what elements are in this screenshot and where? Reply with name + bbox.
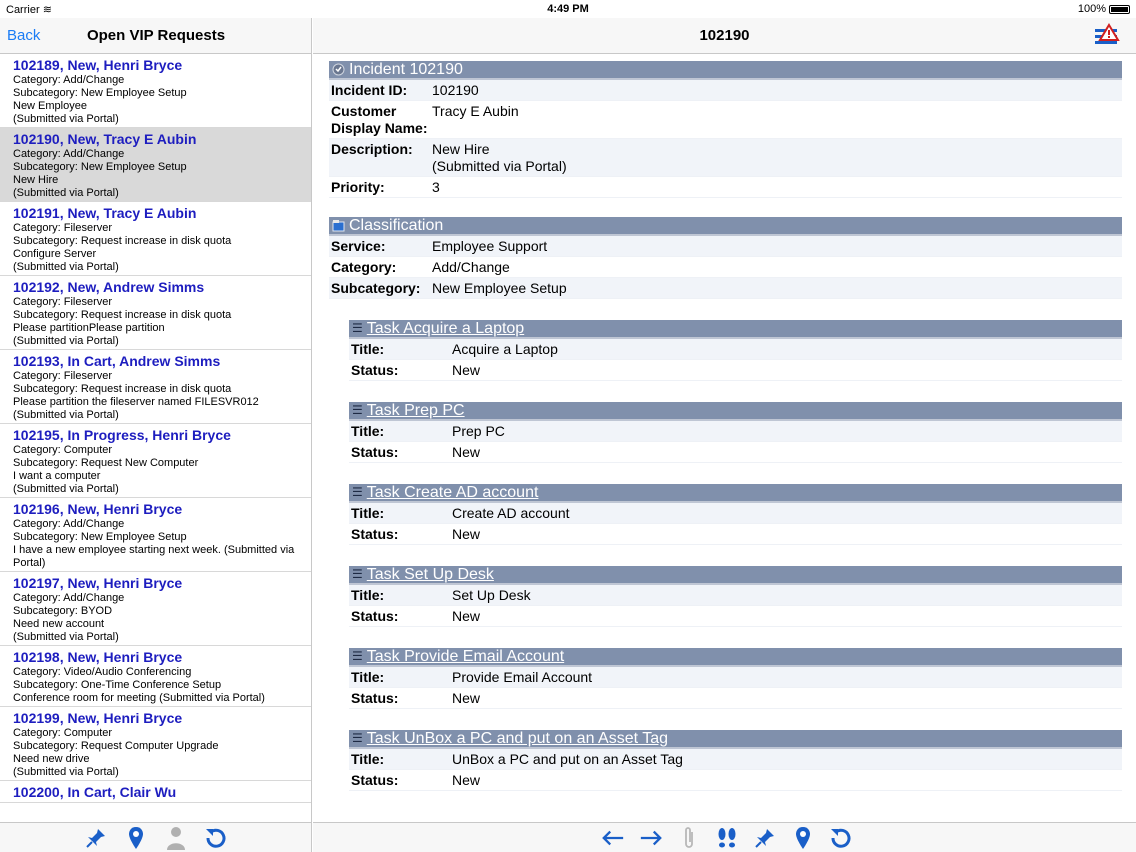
field-label: Title: — [351, 341, 385, 357]
list-item-line: Subcategory: New Employee Setup — [13, 161, 187, 173]
detail-pane — [313, 18, 1136, 852]
field-label: Status: — [351, 526, 399, 542]
master-toolbar — [0, 822, 311, 852]
list-item[interactable] — [0, 646, 311, 707]
field-value: Set Up Desk — [452, 587, 531, 603]
incident-detail[interactable] — [313, 54, 1136, 822]
field-value: New — [452, 526, 481, 542]
list-item[interactable] — [0, 781, 311, 803]
list-item-heading: 102200, In Cart, Clair Wu — [13, 784, 177, 800]
field-row — [349, 339, 1122, 360]
field-label: Status: — [351, 362, 399, 378]
task-fields — [349, 667, 1122, 709]
task-header-label[interactable]: Task Create AD account — [366, 484, 539, 501]
field-label: Title: — [351, 587, 385, 603]
field-label: Status: — [351, 690, 399, 706]
field-value: 102190 — [432, 82, 479, 98]
field-label: Status: — [351, 608, 399, 624]
task-fields — [349, 421, 1122, 463]
incident-icon — [331, 63, 345, 77]
list-item[interactable] — [0, 350, 311, 424]
field-value: 3 — [432, 179, 440, 195]
field-value: UnBox a PC and put on an Asset Tag — [452, 751, 683, 767]
field-label: Category: — [331, 259, 397, 275]
field-label: Description: — [331, 141, 413, 157]
battery-percent: 100% — [1077, 3, 1106, 15]
task-header-label[interactable]: Task Set Up Desk — [366, 566, 494, 583]
list-item-line: (Submitted via Portal) — [13, 409, 119, 421]
list-item-line: Subcategory: One-Time Conference Setup — [13, 679, 222, 691]
incident-fields — [329, 80, 1122, 198]
field-row — [349, 688, 1122, 709]
list-item[interactable] — [0, 424, 311, 498]
list-item-line: I want a computer — [13, 470, 101, 482]
field-row — [329, 236, 1122, 257]
list-item-line: (Submitted via Portal) — [13, 483, 119, 495]
list-item-line: (Submitted via Portal) — [13, 766, 119, 778]
field-label: Incident ID: — [331, 82, 408, 98]
list-item-line: (Submitted via Portal) — [13, 113, 119, 125]
task-header-label[interactable]: Task UnBox a PC and put on an Asset Tag — [366, 730, 668, 747]
field-label: Title: — [351, 751, 385, 767]
classification-section-title: Classification — [349, 217, 444, 234]
list-item-heading: 102189, New, Henri Bryce — [13, 57, 183, 73]
field-row — [349, 749, 1122, 770]
paperclip-icon — [677, 826, 701, 850]
task-header-link[interactable] — [349, 402, 1122, 421]
list-item-line: Subcategory: Request increase in disk quota — [13, 383, 232, 395]
field-label: Customer Display Name: — [331, 103, 428, 136]
list-item[interactable] — [0, 54, 311, 128]
list-item-heading: 102196, New, Henri Bryce — [13, 501, 183, 517]
list-item-line: Please partition the fileserver named FILESVR012 — [13, 396, 259, 408]
field-value: Create AD account — [452, 505, 570, 521]
carrier-label: Carrier ≋ — [6, 4, 52, 16]
field-row — [349, 585, 1122, 606]
field-value: Add/Change — [432, 259, 510, 275]
classification-fields — [329, 236, 1122, 299]
task-header-link[interactable] — [349, 648, 1122, 667]
list-item-line: Category: Fileserver — [13, 296, 113, 308]
list-item-line: (Submitted via Portal) — [13, 631, 119, 643]
task-list-icon: ☰ — [352, 567, 363, 581]
master-title: Open VIP Requests — [86, 27, 226, 44]
battery-icon — [1109, 5, 1130, 14]
field-row — [349, 524, 1122, 545]
incident-section-title: Incident 102190 — [349, 61, 463, 78]
list-item-line: Category: Add/Change — [13, 148, 125, 160]
task-list-icon: ☰ — [352, 649, 363, 663]
list-item-line: Need new drive — [13, 753, 90, 765]
task-fields — [349, 339, 1122, 381]
list-item-line: Need new account — [13, 618, 105, 630]
pin-icon[interactable] — [84, 826, 108, 850]
task-fields — [349, 503, 1122, 545]
field-value: New — [452, 362, 481, 378]
list-item-line: Category: Add/Change — [13, 74, 125, 86]
list-item-line: Subcategory: Request increase in disk quota — [13, 309, 232, 321]
task-list-icon: ☰ — [352, 485, 363, 499]
list-item-heading: 102198, New, Henri Bryce — [13, 649, 183, 665]
list-item-line: (Submitted via Portal) — [13, 261, 119, 273]
field-value: Acquire a Laptop — [452, 341, 558, 357]
list-item[interactable] — [0, 276, 311, 350]
battery-indicator — [1078, 3, 1130, 15]
list-item-line: Configure Server — [13, 248, 97, 260]
field-label: Service: — [331, 238, 386, 254]
list-item-heading: 102191, New, Tracy E Aubin — [13, 205, 197, 221]
detail-title: 102190 — [699, 27, 750, 44]
list-item-line: Please partitionPlease partition — [13, 322, 165, 334]
list-item-heading: 102199, New, Henri Bryce — [13, 710, 183, 726]
field-value: New — [452, 772, 481, 788]
field-row — [329, 278, 1122, 299]
list-item-heading: 102197, New, Henri Bryce — [13, 575, 183, 591]
list-item-line: Subcategory: Request increase in disk quota — [13, 235, 232, 247]
field-label: Status: — [351, 444, 399, 460]
pin-icon[interactable] — [753, 826, 777, 850]
field-value: New — [452, 608, 481, 624]
field-row — [349, 421, 1122, 442]
task-header-label[interactable]: Task Acquire a Laptop — [366, 320, 525, 337]
field-row — [349, 770, 1122, 791]
list-item[interactable] — [0, 128, 311, 202]
list-item-heading: 102195, In Progress, Henri Bryce — [13, 427, 231, 443]
field-value: Prep PC — [452, 423, 505, 439]
field-row — [329, 139, 1122, 177]
list-item[interactable] — [0, 498, 311, 572]
list-item-line: (Submitted via Portal) — [13, 335, 119, 347]
request-list[interactable] — [0, 54, 311, 822]
field-value: Tracy E Aubin — [432, 103, 519, 119]
task-header-link[interactable] — [349, 484, 1122, 503]
field-row — [349, 667, 1122, 688]
status-bar — [0, 0, 1136, 18]
list-item-line: Subcategory: New Employee Setup — [13, 87, 187, 99]
wifi-icon: ≋ — [42, 4, 52, 16]
field-row — [329, 257, 1122, 278]
field-value: New Hire (Submitted via Portal) — [432, 141, 567, 174]
incident-section-header — [329, 61, 1122, 80]
task-list — [329, 299, 1122, 791]
field-row — [349, 442, 1122, 463]
field-label: Priority: — [331, 179, 385, 195]
field-label: Title: — [351, 423, 385, 439]
detail-nav-bar — [313, 18, 1136, 54]
task-list-icon: ☰ — [352, 321, 363, 335]
list-item-line: Subcategory: Request Computer Upgrade — [13, 740, 219, 752]
task-header-link[interactable] — [349, 320, 1122, 339]
field-value: Provide Email Account — [452, 669, 593, 685]
list-item-line: Category: Fileserver — [13, 370, 113, 382]
list-item-line: Conference room for meeting (Submitted via Portal) — [13, 692, 265, 704]
field-label: Subcategory: — [331, 280, 421, 296]
task-header-label[interactable]: Task Provide Email Account — [366, 648, 565, 665]
person-icon — [164, 826, 188, 850]
arrow-left-icon[interactable] — [601, 826, 625, 850]
list-item-line: Subcategory: New Employee Setup — [13, 531, 187, 543]
field-row — [329, 101, 1122, 139]
list-item-line: New Employee — [13, 100, 87, 112]
task-header-link[interactable] — [349, 730, 1122, 749]
list-item-line: Category: Computer — [13, 727, 113, 739]
alert-menu-icon[interactable] — [1094, 23, 1120, 52]
list-item-line: (Submitted via Portal) — [13, 187, 119, 199]
list-item-heading: 102192, New, Andrew Simms — [13, 279, 205, 295]
list-item-line: Subcategory: BYOD — [13, 605, 113, 617]
field-label: Status: — [351, 772, 399, 788]
clock: 4:49 PM — [547, 3, 589, 15]
location-icon[interactable] — [791, 826, 815, 850]
back-button[interactable]: Back — [7, 27, 41, 44]
classification-section-header — [329, 217, 1122, 236]
field-value: Employee Support — [432, 238, 548, 254]
field-row — [349, 360, 1122, 381]
field-row — [329, 80, 1122, 101]
task-list-icon: ☰ — [352, 403, 363, 417]
master-pane — [0, 18, 312, 852]
detail-toolbar — [313, 822, 1136, 852]
field-label: Title: — [351, 669, 385, 685]
list-item-line: I have a new employee starting next week. (Submitted via Portal) — [13, 544, 295, 569]
footsteps-icon[interactable] — [715, 826, 739, 850]
field-value: New — [452, 690, 481, 706]
list-item-line: New Hire — [13, 174, 59, 186]
field-value: New — [452, 444, 481, 460]
list-item-line: Subcategory: Request New Computer — [13, 457, 199, 469]
task-fields — [349, 585, 1122, 627]
list-item[interactable] — [0, 572, 311, 646]
list-item-line: Category: Video/Audio Conferencing — [13, 666, 192, 678]
field-row — [349, 503, 1122, 524]
field-row — [349, 606, 1122, 627]
classification-icon — [331, 219, 345, 233]
list-item-line: Category: Fileserver — [13, 222, 113, 234]
task-list-icon: ☰ — [352, 731, 363, 745]
refresh-icon[interactable] — [204, 826, 228, 850]
list-item-line: Category: Add/Change — [13, 592, 125, 604]
task-header-label[interactable]: Task Prep PC — [366, 402, 465, 419]
list-item[interactable] — [0, 202, 311, 276]
task-fields — [349, 749, 1122, 791]
list-item-heading: 102190, New, Tracy E Aubin — [13, 131, 197, 147]
task-header-link[interactable] — [349, 566, 1122, 585]
master-nav-bar — [0, 18, 311, 54]
arrow-right-icon[interactable] — [639, 826, 663, 850]
refresh-icon[interactable] — [829, 826, 853, 850]
location-icon[interactable] — [124, 826, 148, 850]
field-row — [329, 177, 1122, 198]
field-label: Title: — [351, 505, 385, 521]
list-item-line: Category: Computer — [13, 444, 113, 456]
field-value: New Employee Setup — [432, 280, 567, 296]
list-item-heading: 102193, In Cart, Andrew Simms — [13, 353, 221, 369]
list-item-line: Category: Add/Change — [13, 518, 125, 530]
list-item[interactable] — [0, 707, 311, 781]
